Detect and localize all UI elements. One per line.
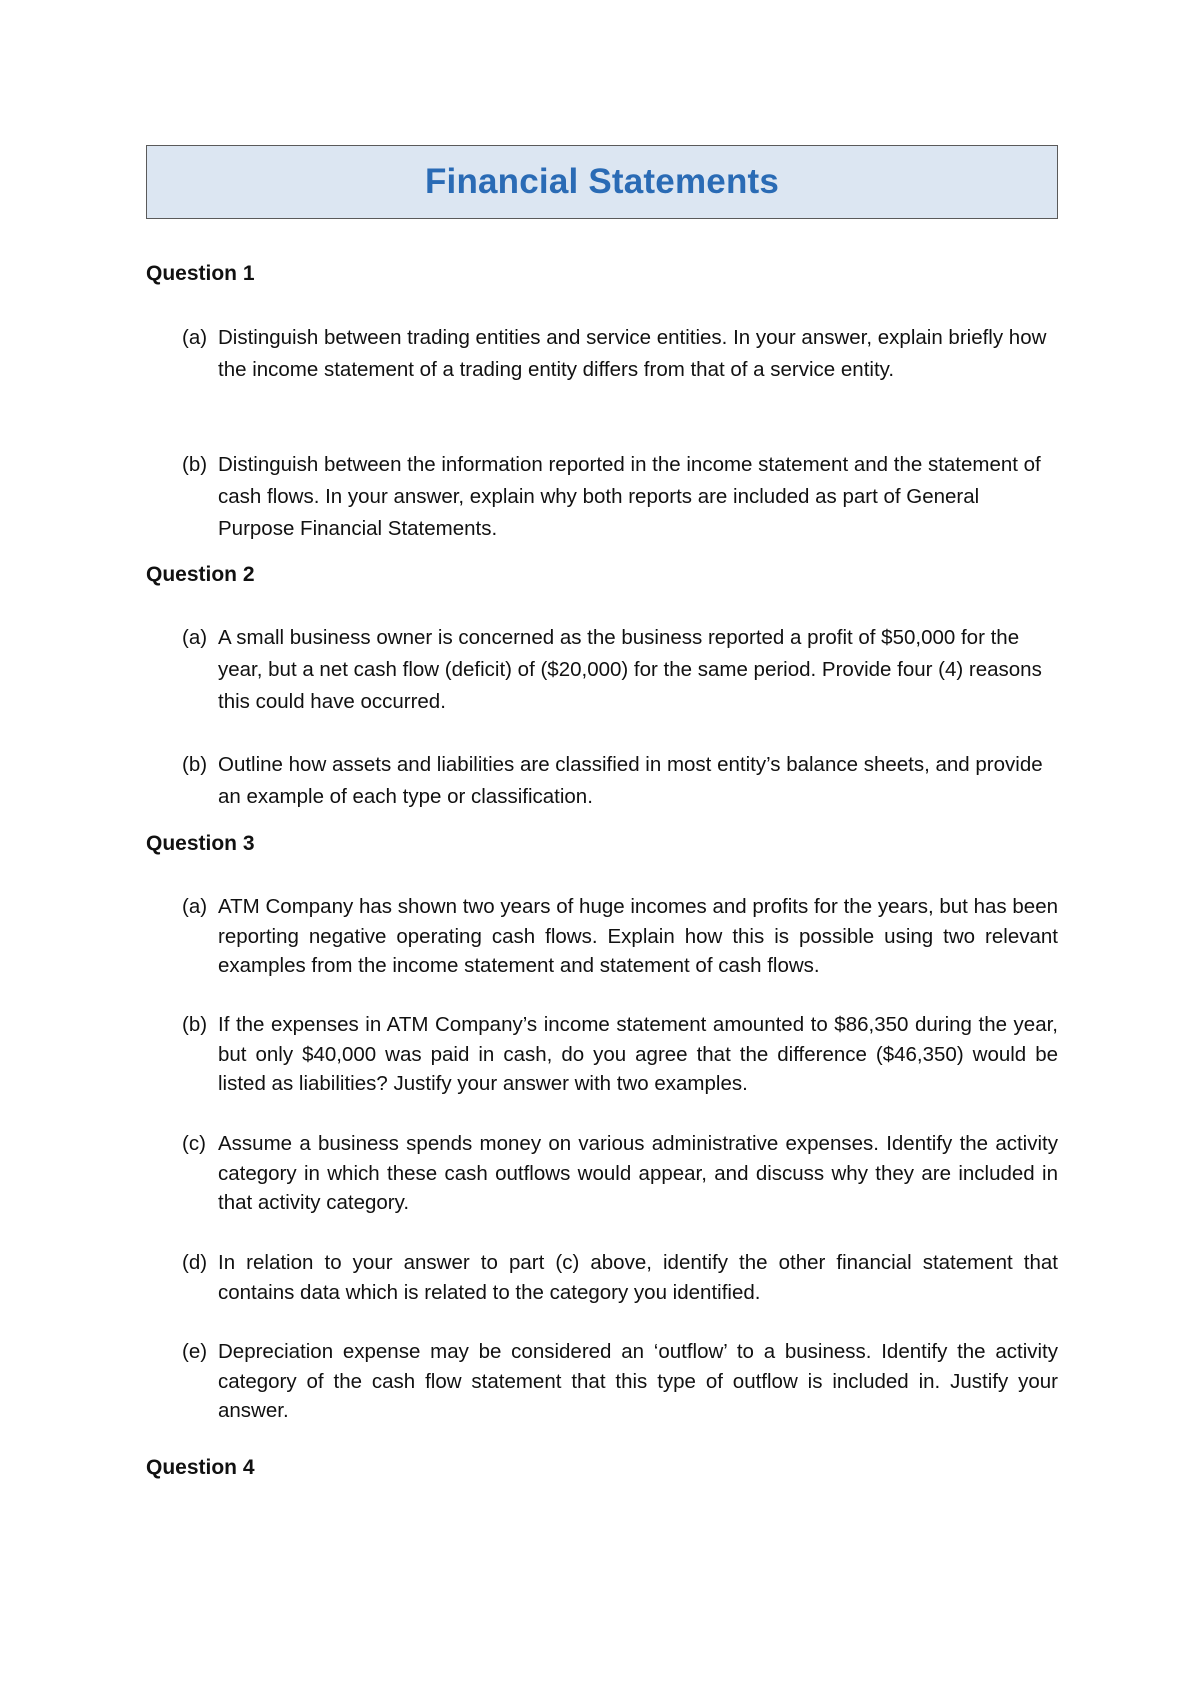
title-banner	[146, 145, 1058, 219]
part-label: (b)	[182, 1013, 208, 1036]
part-label: (b)	[182, 453, 208, 476]
question-3-part-d	[182, 1248, 1058, 1307]
question-2-part-b	[182, 749, 1058, 813]
part-label: (c)	[182, 1132, 206, 1155]
question-1-heading: Question 1	[146, 262, 255, 285]
part-text: If the expenses in ATM Company’s income statement amounted to $86,350 during the year, but only $40,000 was paid in cash, do you agree that the difference ($46,350) would be listed as liabilities? Justify your answer with two examples.	[218, 1013, 1058, 1095]
question-2-heading: Question 2	[146, 563, 255, 586]
part-text: Outline how assets and liabilities are classified in most entity’s balance sheets, and provide an example of each type or classification.	[218, 753, 1043, 808]
part-label: (a)	[182, 626, 208, 649]
question-3-part-b	[182, 1010, 1058, 1099]
part-text: ATM Company has shown two years of huge incomes and profits for the years, but has been reporting negative operating cash flows. Explain how this is possible using two relevant examples from the income statement and statement of cash flows.	[218, 895, 1058, 977]
part-label: (d)	[182, 1251, 208, 1274]
part-text: Distinguish between trading entities and service entities. In your answer, explain briefly how the income statement of a trading entity differs from that of a service entity.	[218, 326, 1047, 381]
question-3-part-a	[182, 892, 1058, 981]
question-3-part-c	[182, 1129, 1058, 1218]
part-label: (a)	[182, 895, 208, 918]
part-text: Depreciation expense may be considered an ‘outflow’ to a business. Identify the activity category of the cash flow statement that this type of outflow is included in. Justify your answer.	[218, 1340, 1058, 1422]
question-3-heading: Question 3	[146, 832, 255, 855]
part-text: A small business owner is concerned as the business reported a profit of $50,000 for the year, but a net cash flow (deficit) of ($20,000) for the same period. Provide four (4) reasons this could have occurred.	[218, 626, 1042, 713]
page-title: Financial Statements	[424, 162, 780, 201]
part-label: (e)	[182, 1340, 208, 1363]
part-label: (a)	[182, 326, 208, 349]
question-2-part-a	[182, 622, 1058, 718]
part-text: Assume a business spends money on various administrative expenses. Identify the activity category in which these cash outflows would appear, and discuss why they are included in that activity category.	[218, 1132, 1058, 1214]
part-text: Distinguish between the information reported in the income statement and the statement of cash flows. In your answer, explain why both reports are included as part of General Purpose Financial Statements.	[218, 453, 1041, 540]
question-4-heading: Question 4	[146, 1456, 255, 1479]
question-3-part-e	[182, 1337, 1058, 1426]
part-text: In relation to your answer to part (c) above, identify the other financial statement that contains data which is related to the category you identified.	[218, 1251, 1058, 1304]
question-1-part-a	[182, 322, 1058, 386]
part-label: (b)	[182, 753, 208, 776]
question-1-part-b	[182, 449, 1058, 545]
